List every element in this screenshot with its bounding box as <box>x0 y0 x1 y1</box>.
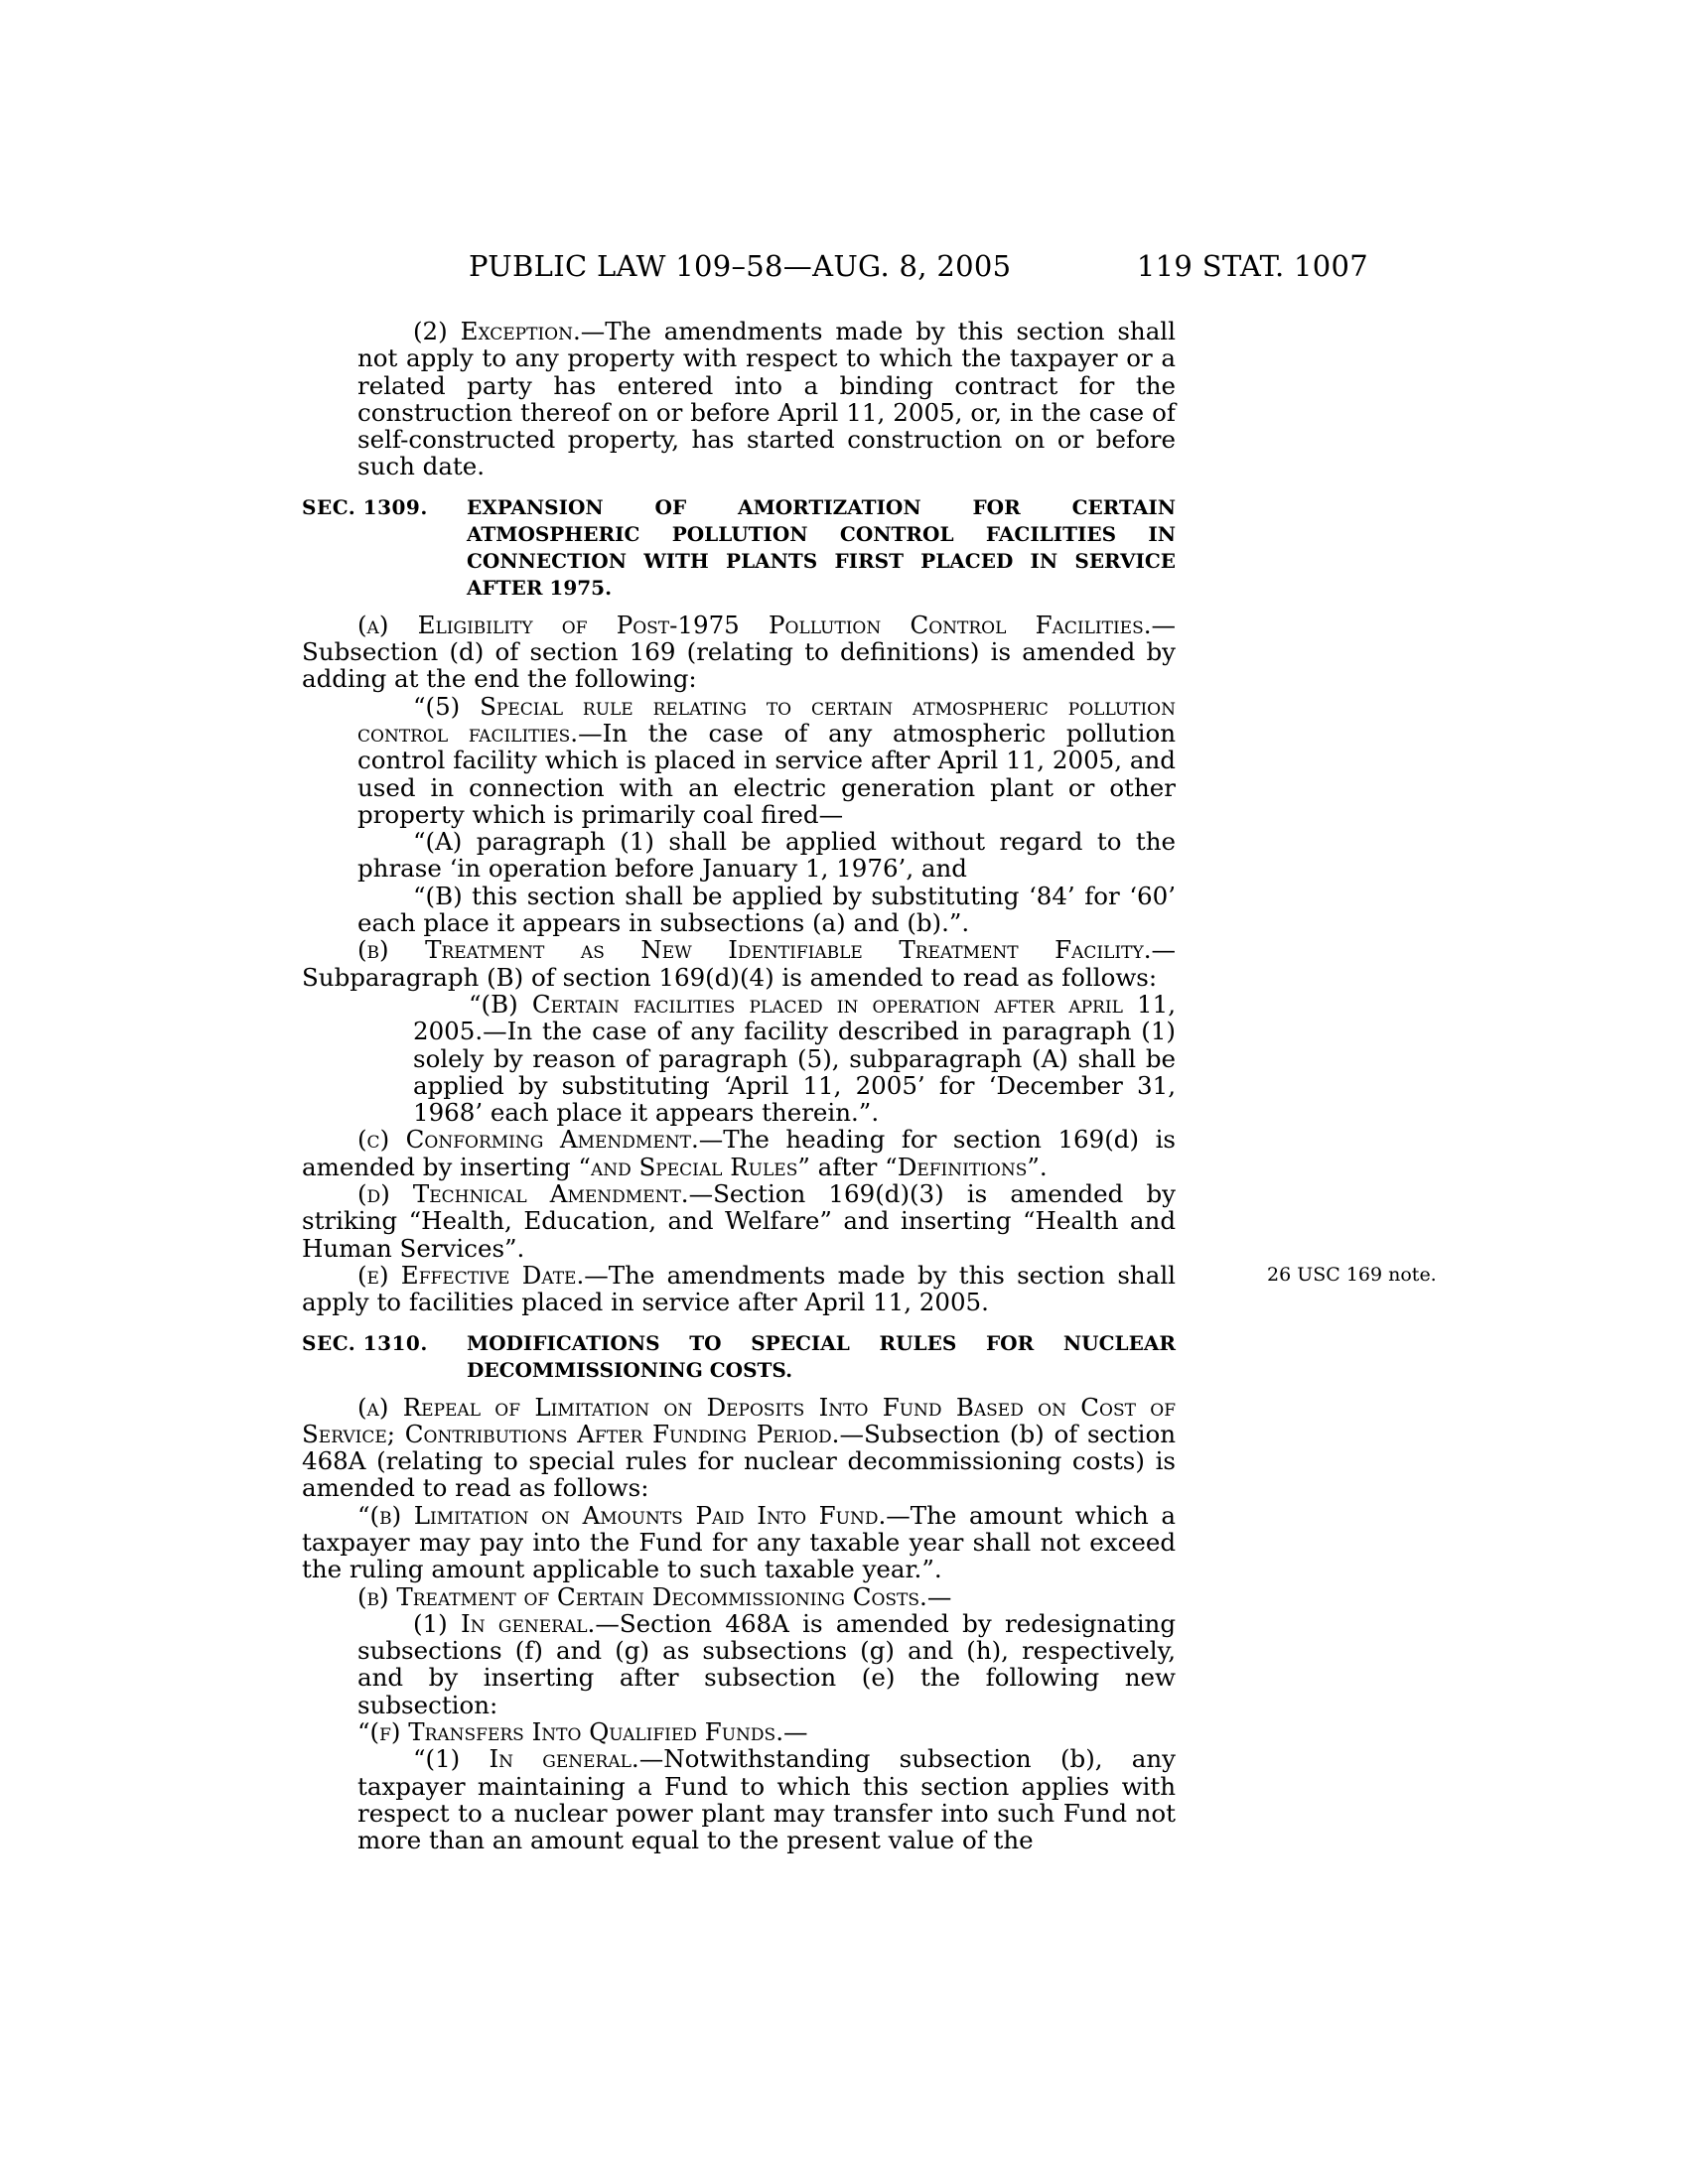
page-header <box>298 249 1368 289</box>
paragraph-text: —The amendments made by this section shall apply to facilities placed in service after April 11, 2005. <box>302 1260 1176 1317</box>
paragraph-label: “(1) In general. <box>413 1744 639 1774</box>
paragraph-text: — <box>926 1581 952 1611</box>
section-1310-heading <box>302 1330 1176 1384</box>
paragraph-text: —The amendments made by this section shall not apply to any property with respect to which the taxpayer or a related party has entered into a binding contract for the construction thereof on or before April 11, 2005, or, in the case of self-constructed property, has started construction on or before such date. <box>357 317 1176 481</box>
margin-citation-note: 26 USC 169 note. <box>1267 1263 1437 1286</box>
paragraph-text: —Notwithstanding subsection (b), any taxpayer maintaining a Fund to which this section applies with respect to a nuclear power plant may transfer into such Fund not more than an amount equal to the present value of the <box>357 1744 1176 1855</box>
paragraph-text: ”. <box>1027 1152 1048 1181</box>
paragraph-label: (d) Technical Amendment. <box>357 1179 689 1209</box>
quoted-subsection-f <box>302 1718 1176 1745</box>
subsection-a-repeal <box>302 1394 1176 1502</box>
quoted-paragraph-5 <box>302 693 1176 828</box>
paragraph-exception <box>302 318 1176 480</box>
statute-page-reference: 119 STAT. 1007 <box>1136 249 1368 283</box>
paragraph-label: (2) Exception. <box>413 317 581 345</box>
paragraph-text: “(B) this section shall be applied by substituting ‘84’ for ‘60’ each place it appears in subsections (a) and (b).”. <box>357 881 1176 938</box>
paragraph-label: “(5) Special rule relating to certain atmospheric pollution control facilities. <box>357 691 1176 748</box>
paragraph-label: (b) Treatment of Certain Decommissioning Costs. <box>357 1581 927 1611</box>
page-body <box>302 317 1437 1855</box>
section-title: EXPANSION OF AMORTIZATION FOR CERTAIN ATMOSPHERIC POLLUTION CONTROL FACILITIES IN CONNECTION WITH PLANTS FIRST PLACED IN SERVICE AFTER 1975. <box>467 494 1176 600</box>
quoted-subparagraph-b <box>302 883 1176 937</box>
subsection-e-effective-date <box>302 1260 1437 1317</box>
paragraph-text: —Section 169(d)(3) is amended by striking “Health, Education, and Welfare” and inserting “Health and Human Services”. <box>302 1179 1176 1263</box>
paragraph-1-in-general <box>302 1610 1176 1718</box>
paragraph-label: “(f) Transfers Into Qualified Funds. <box>357 1717 783 1747</box>
inserted-term: Definitions <box>897 1152 1028 1181</box>
section-number: SEC. 1310. <box>302 1330 428 1355</box>
inserted-term: and Special Rules <box>590 1152 798 1181</box>
paragraph-label: (c) Conforming Amendment. <box>357 1125 699 1155</box>
paragraph-label: “(b) Limitation on Amounts Paid Into Fund. <box>357 1500 887 1530</box>
paragraph-label: (a) Eligibility of Post-1975 Pollution Control Facilities. <box>357 610 1152 639</box>
paragraph-text: —In the case of any atmospheric pollution control facility which is placed in service after April 11, 2005, and used in connection with an electric generation plant or other property which is primarily coal fired— <box>357 718 1176 829</box>
paragraph-text: —The heading for section 169(d) is amended by inserting “ <box>302 1125 1176 1181</box>
quoted-subparagraph-a <box>302 828 1176 883</box>
subsection-a-eligibility <box>302 612 1176 693</box>
paragraph-text: —Subsection (d) of section 169 (relating to definitions) is amended by adding at the end the following: <box>302 610 1176 694</box>
paragraph-text: —Section 468A is amended by redesignating subsections (f) and (g) as subsections (g) and (h), respectively, and by inserting after subsection (e) the following new subsection: <box>357 1608 1177 1719</box>
paragraph-text: —In the case of any facility described in paragraph (1) solely by reason of paragraph (5), subparagraph (A) shall be applied by substituting ‘April 11, 2005’ for ‘December 31, 1968’ each place it appears therein.”. <box>413 1017 1176 1128</box>
section-number: SEC. 1309. <box>302 494 428 519</box>
quoted-subparagraph-b-facilities <box>302 991 1176 1126</box>
paragraph-label: (e) Effective Date. <box>357 1260 585 1290</box>
paragraph-text: “(A) paragraph (1) shall be applied without regard to the phrase ‘in operation before January 1, 1976’, and <box>357 827 1176 884</box>
paragraph-label: (a) Repeal of Limitation on Deposits Into Fund Based on Cost of Service; Contributions After Funding Period. <box>302 1392 1176 1448</box>
paragraph-text: —Subsection (b) of section 468A (relating to special rules for nuclear decommissioning costs) is amended to read as follows: <box>302 1419 1176 1503</box>
paragraph-text: — <box>783 1717 808 1747</box>
paragraph-text: —Subparagraph (B) of section 169(d)(4) is amended to read as follows: <box>302 935 1176 992</box>
subsection-b-decommissioning <box>302 1583 1176 1610</box>
section-title: MODIFICATIONS TO SPECIAL RULES FOR NUCLEAR DECOMMISSIONING COSTS. <box>467 1330 1176 1382</box>
subsection-c-conforming <box>302 1126 1176 1180</box>
paragraph-label: (1) In general. <box>413 1608 596 1638</box>
paragraph-text: —The amount which a taxpayer may pay into the Fund for any taxable year shall not exceed the ruling amount applicable to such taxable year.”. <box>302 1500 1176 1584</box>
quoted-subsection-b-limitation <box>302 1502 1176 1583</box>
quoted-paragraph-1-in-general <box>302 1745 1176 1853</box>
paragraph-label: (b) Treatment as New Identifiable Treatment Facility. <box>357 935 1152 965</box>
section-1309-heading <box>302 494 1176 602</box>
paragraph-label: “(B) Certain facilities placed in operation after april 11, 2005. <box>413 989 1176 1046</box>
subsection-d-technical <box>302 1180 1176 1262</box>
subsection-b-treatment <box>302 936 1176 991</box>
paragraph-text: ” after “ <box>797 1152 898 1181</box>
running-head: PUBLIC LAW 109–58—AUG. 8, 2005 <box>469 249 1012 283</box>
